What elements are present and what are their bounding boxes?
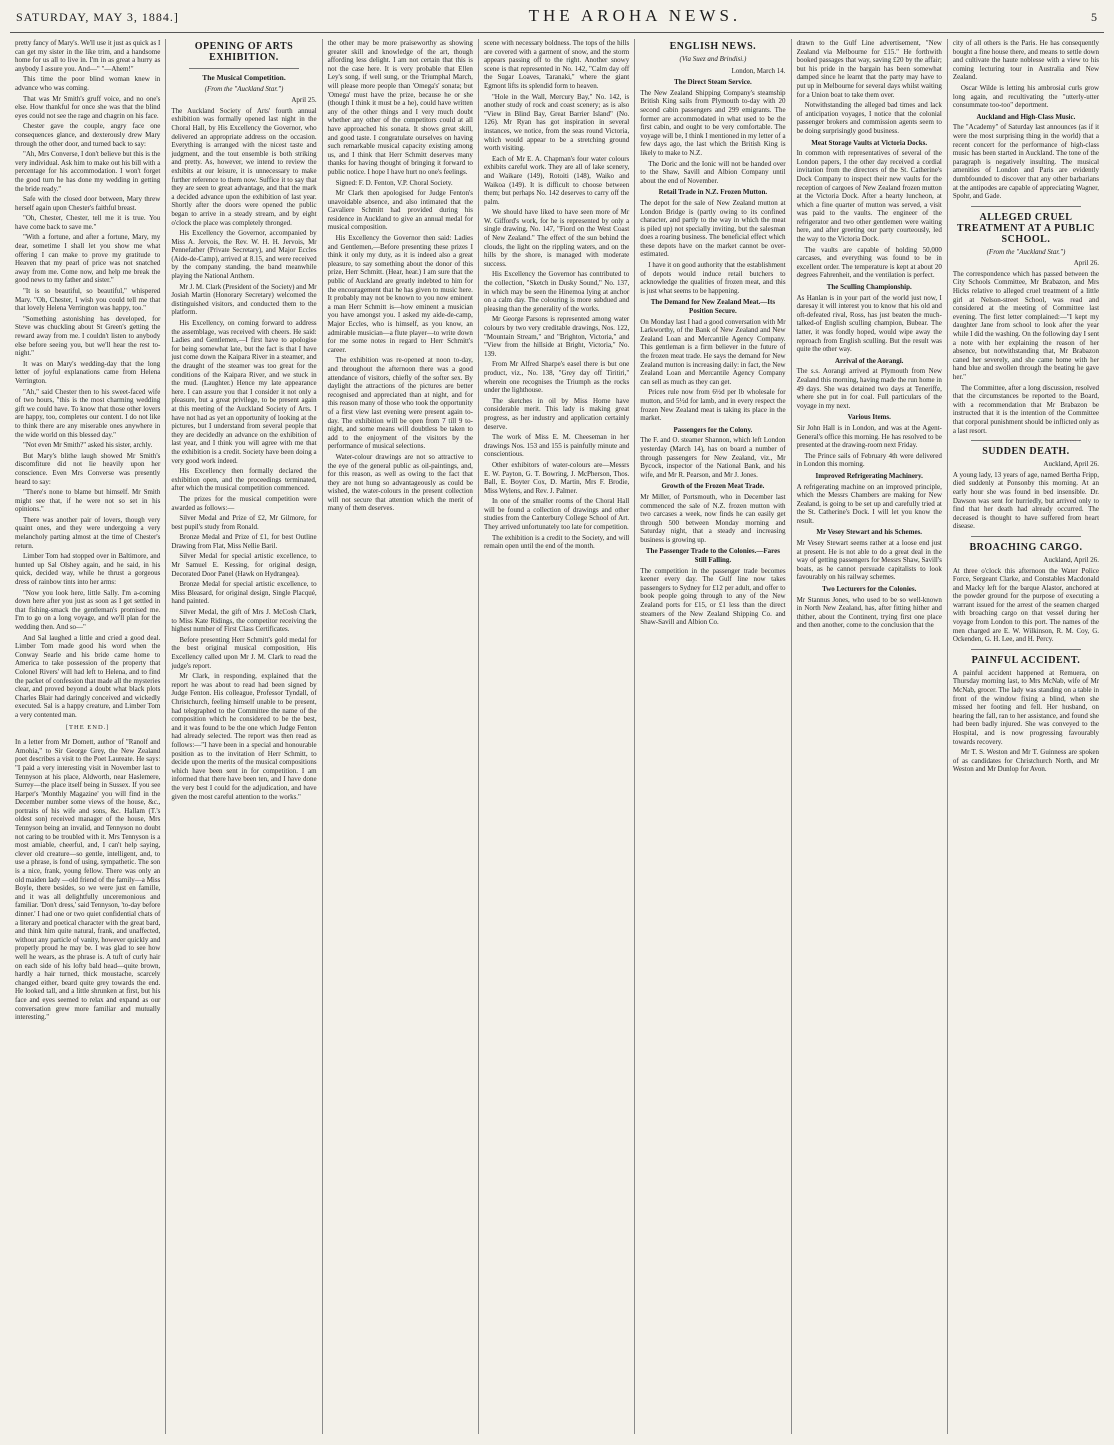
paragraph: Mr Stannus Jones, who used to be so well-known in North New Zealand, has, after fitting hither and thither, about the Continent, trying first one place and then another, come to the conclusion that the: [796, 595, 942, 630]
section-body: [797, 294, 942, 354]
paragraph: The Doric and the Ionic will not be handed over to the Shaw, Savill and Albion Company until about the end of November.: [640, 159, 786, 185]
paragraph: This time the poor blind woman knew in advance who was coming.: [15, 75, 161, 92]
paragraph: "Not even Mr Smith?" asked his sister, archly.: [23, 441, 153, 450]
section-body: [640, 493, 785, 545]
paragraph: The vaults are capable of holding 50,000 carcases, and everything was found to be in excellent order. The temperature is kept at about 20 degrees Fahrenheit, and the ventilation is perfect.: [796, 245, 942, 280]
article-date: Auckland, April 26.: [1043, 555, 1100, 564]
section-body: [953, 669, 1099, 774]
section-body: [953, 567, 1099, 644]
paragraph: Signed: F. D. Fenton, V.P. Choral Society.: [335, 178, 453, 187]
paragraph: A refrigerating machine on an improved principle, which the Messrs Chambers are making for New Zealand, is going to be set up and carefully tried at the St. Catherine's Dock. I will let you know the result.: [796, 482, 942, 525]
paragraph: His Excellency the Governor has contributed to the collection, "Sketch in Dusky Sound," No. 137, in which may be seen the Hinemoa lying at anchor on a calm day. The colouring is more subdued and pleasing than the generality of the works.: [483, 270, 630, 313]
paragraph: Mr T. S. Weston and Mr T. Guinness are spoken of as candidates for Christchurch North, and Mr Weston and Mr Dunlop for Avon.: [952, 748, 1100, 774]
paragraph: The "Academy" of Saturday last announces (as if it were the most surprising thing in the world) that a recent concert for the performance of high-class music has been started in Auckland. The tone of the paragraph is negatively insulting. The musical amenities of London and Paris are evidently dumbfounded to discover that any other barbarians at the antipodes are capable of appreciating Wagner, Spohr, and Gade.: [952, 123, 1100, 201]
sudden-death-headline: SUDDEN DEATH.: [982, 446, 1070, 458]
section-body: [797, 149, 942, 280]
article-date: April 25.: [291, 96, 317, 105]
paragraph: "Ah, Mrs Converse, I don't believe but this is the very individual. Ask him to make out his bill with a percentage for his accommodation. I won't forget the good turn he has done my wedding in getting the bride ready.": [15, 150, 161, 193]
paragraph: His Excellency the Governor, accompanied by Miss A. Jervois, the Rev. W. H. H. Jervois, Mr Pennefather (Private Secretary), and Major Eccles (Aide-de-Camp), arrived at 8.15, and were received by the company standing, the band meanwhile playing the National Anthem.: [171, 229, 317, 281]
paragraph: The s.s. Aorangi arrived at Plymouth from New Zealand this morning, having made the run home in 49 days. She was detained two days at Teneriffe, where she put in for coal. Full particulars of the voyage in my next.: [796, 367, 942, 410]
section-subhead: The Passenger Trade to the Colonies.—Fares Still Falling.: [645, 547, 780, 565]
section-subhead: The Direct Steam Service.: [674, 78, 752, 87]
paragraph: Oscar Wilde is letting his ambrosial curls grow long again, and recultivating the "utterly-utter consummate too-too" deportment.: [952, 83, 1100, 110]
paragraph: Other exhibitors of water-colours are—Messrs E. W. Payton, G. T. Bowring, J. McPherson, Thos. Ball, E. Boyter Cox, D. Martin, Mrs F. Brodie, Miss Wylens, and Rev. J. Palmer.: [483, 460, 630, 495]
paragraph: The sketches in oil by Miss Horne have considerable merit. This lady is making great progress, as her industry and application certainly deserve.: [483, 396, 630, 431]
cruel-treatment-headline: ALLEGED CRUEL TREATMENT AT A PUBLIC SCHOOL.: [957, 211, 1095, 245]
section-body: [797, 596, 942, 630]
paragraph: Silver Medal and Prize of £2, Mr Gilmore, for best pupil's study from Ronald.: [171, 514, 317, 531]
newspaper-title: THE AROHA NEWS.: [528, 6, 742, 25]
column-4: [479, 39, 635, 1434]
issue-date: SATURDAY, MAY 3, 1884.]: [16, 10, 179, 24]
section-subhead: Mr Vesey Stewart and his Schemes.: [816, 528, 923, 537]
section-body: [797, 367, 942, 410]
paragraph: The exhibition was re-opened at noon to-day, and throughout the afternoon there was a good attendance of visitors, chiefly of the softer sex. By daylight the attractions of the pictures are better recognised and appreciated than at night, and for this reason many of those who took the opportunity of a first view last evening were present again to-day. The exhibition will be open from 7 till 9 to-night, and some means will doubtless be taken to add to the enjoyment of the visitors by the performance of musical selections.: [327, 356, 473, 451]
paragraph: "Ah," said Chester then to his sweet-faced wife of two hours, "this is the most charming wedding gift we could have. To know that those other lovers are happy, too, completes our content. I do not like to think there are any miserable ones anywhere in the wide world on this blessed day.": [15, 387, 161, 439]
section-subhead: Two Lecturers for the Colonies.: [822, 585, 917, 594]
english-news-dateline: London, March 14.: [731, 66, 786, 75]
paragraph: His Excellency, on coming forward to address the assemblage, was received with cheers. He said: Ladies and Gentlemen,—I first have to apologise for being somewhat late, but the fact is that I have just come down the Kaipara River in a steamer, and the draught of the steamer was too great for the conditions of the Kaipara River, and we stuck in the mud. (Laughter.) Hence my late appearance here. I can assure you that I consider it not only a pleasure, but a great privilege, to be present again at this meeting of the Auckland Society of Arts. I have not had as yet an opportunity of looking at the pictures, but I understand from several people that they are decidedly an advance on the exhibition of last year, and I think you will agree with me that the exhibition is a credit. Society have been doing a very good work indeed.: [171, 319, 317, 465]
serial-story: [15, 39, 160, 720]
paragraph: It was on Mary's wedding-day that the long letter of joyful explanations came from Helena Verrington.: [15, 359, 161, 385]
paragraph: I have it on good authority that the establishment of depots would induce retail butchers to acknowledge the qualities of frozen meat, and this is just what seems to be happening.: [640, 261, 786, 295]
article-body: [484, 39, 629, 551]
paragraph: Prices rule now from 6½d per lb wholesale for mutton, and 5½d for lamb, and in every respect the frozen New Zealand meat is taking its place in the market.: [640, 388, 786, 423]
column-7: [948, 39, 1104, 1434]
section-body: [953, 471, 1099, 531]
paragraph: Limber Tom had stopped over in Baltimore, and hunted up Sal Olshey again, and he said, in his quick, decided way, while he thrust a gorgeous dress of rainbow tints into her arms:: [15, 552, 161, 587]
paragraph: Before presenting Herr Schmitt's gold medal for the best original musical composition, His Excellency called upon Mr J. M. Clark to read the judge's report.: [171, 635, 317, 670]
section-subhead: Growth of the Frozen Meat Trade.: [661, 482, 765, 491]
section-subhead: Arrival of the Aorangi.: [835, 356, 904, 365]
paragraph: "Something astonishing has developed, for Steve was chuckling about St Green's getting the reward away from me. I couldn't listen to anybody else before seeing you, but we'll hear the rest to-night.": [15, 314, 161, 358]
article-date: April 26.: [1073, 259, 1100, 268]
column-3: [323, 39, 479, 1434]
paragraph: The depot for the sale of New Zealand mutton at London Bridge is (partly owing to its confined character, and partly to the way in which the meat is piled up) not specially inviting, but the salesman does a roaring business. The beneficial effect which these depots have on the market cannot be over-estimated.: [640, 198, 786, 259]
column-6: [792, 39, 948, 1434]
paragraph: "With a fortune, and after a fortune, Mary, my dear, sometime I shall let you show me what offering I can make to prove my gratitude to Heaven that my pearl of price was not snatched away from me. Come now, and help me break the good news to my father and sister.": [15, 233, 161, 285]
paragraph: Silver Medal, the gift of Mrs J. McCosh Clark, to Miss Kate Ridings, the competitor receiving the highest number of First Class Certificates.: [171, 608, 317, 634]
section-subhead: Meat Storage Vaults at Victoria Docks.: [811, 138, 928, 147]
paragraph: Notwithstanding the alleged bad times and lack of anticipation voyages, I notice that the colonial passenger brokers and commission agents seem to be doing surprisingly good business.: [796, 101, 942, 135]
paragraph: In common with representatives of several of the London papers, I the other day received a cordial invitation from the directors of the St. Catherine's Dock Company to inspect their new vaults for the reception of cargoes of New Zealand frozen mutton at the Victoria Dock. After a hearty luncheon, at which a fine quarter of mutton was served, a visit was paid to the vaults. The engineer of the refrigerator and two other gentlemen were waiting here, and after greeting our party courteously, led the way to the Victoria Dock.: [796, 149, 942, 244]
section-body: [797, 483, 942, 526]
section-body: [797, 539, 942, 582]
paragraph: "It is so beautiful, so beautiful," whispered Mary. "Oh, Chester, I wish you could tell me that that lovely Helena Verrington was happy, too.": [15, 287, 161, 313]
end-mark: [THE END.]: [65, 723, 110, 731]
paragraph: Mr Miller, of Portsmouth, who in December last commenced the sale of N.Z. frozen mutton with two carcases a week, now finds he can easily get through 500 between Monday morning and Saturday night, that a steady and increasing business is growing up.: [640, 492, 786, 544]
paragraph: The F. and O. steamer Shannon, which left London yesterday (March 14), has on board a number of through passengers for New Zealand, viz., Mr Bycock, inspector of the National Bank, and his wife, and Mr R. Pearson, and Mr J. Jones.: [640, 436, 786, 479]
paragraph: The Committee, after a long discussion, resolved that the circumstances be reported to the Board, with a recommendation that Mr Brabazon be instructed that it is the intention of the Committee that corporal punishment should be inflicted only as a last resort.: [952, 383, 1100, 435]
section-body: [640, 318, 785, 423]
paragraph: The exhibition is a credit to the Society, and will remain open until the end of the month.: [483, 533, 630, 551]
paragraph: Bronze Medal for special artistic excellence, to Miss Bleasard, for original design, Single Placqué, hand painted.: [171, 580, 317, 606]
article-body: [171, 107, 316, 801]
columns: [10, 39, 1104, 1434]
paragraph: A young lady, 13 years of age, named Bertha Fripp, died suddenly at Ponsonby this morning. At an early hour she was found in bed insensible. Dr. Dawson was sent for hurriedly, but arrived only to find that her death had already occurred. The deceased is thought to have suffered from heart disease.: [952, 470, 1100, 531]
paragraph: Water-colour drawings are not so attractive to the eye of the general public as oil-paintings, and, for this reason, as well as owing to the fact that they are not hung so advantageously as could be wished, the water-colours in the present collection will not secure that attention which the merit of many of them deserves.: [327, 452, 473, 513]
paragraph: "Hole in the Wall, Mercury Bay," No. 142, is another study of rock and coast scenery; as is also "View in Blind Bay, Great Barrier Island" (No. 126). Mr Ryan has got inspiration in several instances, we notice, from the seas round Victoria, which would appear to be a stretching ground worth visiting.: [483, 92, 630, 153]
section-body: [640, 436, 785, 479]
section-body: [640, 199, 785, 296]
paragraph: The prizes for the musical competition were awarded as follows:—: [171, 494, 317, 512]
paragraph: We should have liked to have seen more of Mr W. Gifford's work, for he is represented by only a single drawing, No. 147, "Fiord on the West Coast of New Zealand." The effect of the sun behind the clouds, the light on the rippling waters, and on the hills by the shore, is managed with moderate success.: [483, 208, 630, 268]
paragraph: The competition in the passenger trade becomes keener every day. The Gulf line now takes passengers to Sydney for £12 per adult, and offer to book people going through to any of the New Zealand ports for £15, or £1 less than the direct steamers of the New Zealand Shipping Co. and Shaw-Savill and Albion Co.: [640, 566, 786, 627]
paragraph: Mr Clark, in responding, explained that the report he was about to read had been signed by Judge Fenton. His colleague, Professor Tyndall, of Christchurch, feeling himself unable to be present, had telegraphed to the Committee the name of the composition which he considered to be the best, and it was found to be the one which Judge Fenton had already selected. The report was then read as follows:—"I have been in a special and honourable position as to the invitation of Herr Schmitt, to decide upon the merits of the musical compositions which have been sent in for competition. I am informed that there have been ten, and I have done the very best I could for the adjudication, and have given the most careful attention to the works.": [171, 672, 317, 801]
paragraph: Mr J. M. Clark (President of the Society) and Mr Josiah Martin (Honorary Secretary) welcomed the distinguished visitors, and conducted them to the platform.: [171, 282, 317, 317]
article-body: [797, 39, 942, 136]
paragraph: His Excellency then formally declared the exhibition open, and the proceedings terminated, after which the musical competition commenced.: [171, 467, 317, 493]
tennyson-letter: [15, 738, 160, 1022]
column-5: [635, 39, 791, 1434]
column-2: [166, 39, 322, 1434]
divider: [189, 68, 298, 69]
paragraph: drawn to the Gulf Line advertisement, "New Zealand via Melbourne for £15." He forthwith booked passages that way, saving £20 by the affair; but his pride in the bargain has been somewhat damped since he learnt that the party may have to put up in Melbourne for several days whilst waiting for a Union boat to take them over.: [796, 39, 942, 99]
page-number: 5: [1091, 10, 1098, 24]
section-body: [953, 270, 1099, 435]
paragraph: Silver Medal for special artistic excellence, to Mr Samuel E. Kessing, for original design, Decorated Door Panel (Hawk on Hydrangea).: [171, 552, 317, 578]
article-subhead: The Musical Competition.: [202, 73, 286, 82]
paragraph: That was Mr Smith's gruff voice, and no one's else. How thankful for once she was that the blind eyes could not see the rage and chagrin on his face.: [15, 94, 161, 120]
paragraph: In a letter from Mr Domett, author of "Ranolf and Amohia," to Sir George Grey, the New Zealand poet describes a visit to the Poet Laureate. He says: "I paid a very interesting visit in November last to Tennyson at his place, Aldworth, near Haslemere, Surrey—the place itself being in Sussex. If you see Harper's 'Monthly Magazine' you will find in the December number some views of the house, &c., portraits of his wife and sons, &c. Hallam (T.'s oldest son) received manager of the house, Mrs Tennyson being an invalid, and Tennyson no doubt not caring to be troubled with it. Mrs Tennyson is a most amiable, cheerful, and, I can't help saying, clever old creature—so gentle, intelligent, and, to use a phrase, is fond of using, sympathetic. The son is a nice, frank, young fellow. There was only an old maiden lady —old friend of the family—a Miss Boyle, there besides, so we were just en famille, and it was all delightfully unceremonious and familiar. 'Don't dress,' said Tennyson, 'to-day before dinner.' I had one or two quiet confidential chats of a literary and poetical character with the great bard, and think him quite natural, frank, and unaffected, without any particle of vanity, however quickly and properly proud he may be. I was glad to see how well he wears, as the phrase is. A tuft of curly hair on each side of his lofty bald head—quite brown, hardly a hair turned, thick moustache, scarcely changed either, beard quite grey towards the end. He looked tall, and a little shrunken at first, but his face and eyes seemed to relax and expand as our conversation grew more familiar and mutually interesting.": [15, 738, 161, 1022]
article-source: (From the "Auckland Star."): [204, 84, 284, 93]
section-subhead: Auckland and High-Class Music.: [976, 112, 1076, 121]
paragraph: The Auckland Society of Arts' fourth annual exhibition was formally opened last night in the Choral Hall, by His Excellency the Governor, who delivered an appropriate address on the occasion. Everything is arranged with the nicest taste and judgment, and the tout ensemble is both striking and pretty. As, however, we intend to review the exhibits at our leisure, it is unnecessary to make further reference to them now. Suffice it to say that they are seen to great advantage, and that the mark a decided advance upon the exhibition of last year. Shortly after the doors were opened the public began to arrive in a steady stream, and by eight o'clock the place was completely thronged.: [171, 106, 317, 227]
paragraph: There was another pair of lovers, though very quaint ones, and they were undergoing a very melancholy parting almost at the time of Chester's return.: [15, 515, 161, 550]
section-subhead: Improved Refrigerating Machinery.: [815, 471, 923, 480]
divider: [971, 206, 1081, 207]
article-headline: OPENING OF ARTS EXHIBITION.: [194, 41, 294, 63]
divider: [971, 536, 1081, 537]
english-news-headline: ENGLISH NEWS.: [669, 41, 757, 52]
broaching-cargo-headline: BROACHING CARGO.: [969, 541, 1083, 553]
paragraph: scene with necessary boldness. The tops of the hills are covered with a garment of snow, and the storm appears passing off to the right. Another snowy scene is that represented in No. 142, "Calm day off the Sugar Loaves, Taranaki," where the giant Egmont lifts its splendid form to heaven.: [483, 39, 630, 90]
section-body: [953, 123, 1099, 200]
paragraph: "There's none to blame but himself. Mr Smith might see that, if he were not so set in his opinions.": [15, 488, 161, 514]
paragraph: His Excellency the Governor then said: Ladies and Gentlemen,—Before presenting these prizes I think it only my duty, as it is indeed also a great pleasure, to say something about the donor of this prize, Herr Schmitt. (Hear, hear.) I am sure that the public of Auckland are greatly indebted to him for the encouragement that he has given to music here. It probably may not be known to you now eminent a man Herr Schmitt is—how eminent a musician you have amongst you. I asked my aide-de-camp, Major Eccles, who is himself, as you know, an admirable musician—a flute player—to write down for me some notes in regard to Herr Schmitt's career.: [327, 234, 473, 354]
paragraph: As Hanlan is in your part of the world just now, I daresay it will interest you to know that his old and oft-defeated rival, Ross, has just beaten the much-talked-of English sculling champion, Bubear. The latter, it was fondly hoped, would wipe away the reproach from English sculling. But the result was quite the other way.: [796, 293, 942, 354]
paragraph: Mr George Parsons is represented among water colours by two very creditable drawings, Nos. 122, "Mountain Stream," and "Brighton, Victoria," and "View from the hillside at Bright, Victoria," No. 139.: [483, 315, 630, 358]
paragraph: From Mr Alfred Sharpe's easel there is but one product, viz., No. 138, "Grey day off Tiritiri," wherein one recognises the Triumph as the rocks under the lighthouse.: [483, 360, 630, 395]
paragraph: Safe with the closed door between, Mary threw herself again upon Chester's faithful breast.: [15, 195, 161, 212]
paragraph: But Mary's blithe laugh showed Mr Smith's discomfiture did not lie heavily upon her conscience. Even Mrs Converse was presently heard to say:: [15, 451, 161, 486]
paragraph: city of all others is the Paris. He has consequently bought a fine house there, and means to settle down and cultivate the haute noblesse with a view to his coming lecturing tour in Australia and New Zealand.: [952, 39, 1100, 82]
article-body: [328, 39, 473, 513]
paragraph: Mr Clark then apologised for Judge Fenton's unavoidable absence, and also intimated that the Cavaliere Schmitt had provided during his residence in Auckland to give an annual medal for musical composition.: [327, 189, 473, 232]
paragraph: In one of the smaller rooms of the Choral Hall will be found a collection of drawings and other studies from the Canterbury College School of Art. They arrived unfortunately too late for competition.: [483, 497, 630, 532]
column-1: [10, 39, 166, 1434]
section-subhead: Passengers for the Colony.: [673, 425, 753, 434]
section-body: [640, 567, 785, 627]
paragraph: pretty fancy of Mary's. We'll use it just as quick as I can get my sister in the like trim, and a handsome home for us all to live in. I'm in as great a hurry as anybody I assure you. And—" "—Ahem!": [15, 39, 161, 73]
paragraph: And Sal laughed a little and cried a good deal. Limber Tom made good his word when the Conway Searle and his bride came home to America to take possession of the property that Colonel Rivers' will had left to Helena, and to find the packet of confession that made all the mysteries clear, and proved beyond a doubt what black plots Charles Blair had daringly conceived and wickedly executed. Sal is a happy creature, and Limber Tom a very contented man.: [15, 633, 161, 719]
paragraph: The Prince sails of February 4th were delivered in London this morning.: [796, 451, 942, 469]
article-body: [953, 39, 1099, 110]
paragraph: Mr Vesey Stewart seems rather at a loose end just at present. He is not able to do a great deal in the way of getting passengers for Messrs Shaw, Savill's boats, as he cannot persuade capitalists to look favourably on his railway schemes.: [796, 539, 942, 582]
english-news-via: (Via Suez and Brindisi.): [679, 55, 747, 63]
article-date: Auckland, April 26.: [1043, 460, 1100, 469]
paragraph: Sir John Hall is in London, and was at the Agent-General's office this morning. He has resolved to be presented at the drawing-room next Friday.: [796, 423, 942, 450]
section-subhead: Various Items.: [847, 413, 891, 422]
paragraph: A painful accident happened at Remuera, on Thursday morning last, to Mrs McNab, wife of Mr McNab, grocer. The lady was standing on a table in front of the window fixing a blind, when she missed her footing and fell. Her husband, on hearing the fall, ran to her assistance, and found she had been badly injured. She was conveyed to the Hospital, and is now progressing favourably towards recovery.: [952, 668, 1100, 746]
paragraph: Chester gave the couple, angry face one consequences glance, and dexterously drew Mary through the other door, and turned back to say:: [15, 122, 161, 148]
paragraph: Each of Mr E. A. Chapman's four water colours exhibits careful work. They are all of lake scenery, and Waikare (149), Rotoiti (148), Waiko and Waikoa (149). It is difficult to choose between them; but perhaps No. 142 deserves to carry off the palm.: [483, 154, 630, 206]
section-subhead: The Demand for New Zealand Meat.—Its Position Secure.: [650, 298, 776, 316]
painful-accident-headline: PAINFUL ACCIDENT.: [971, 654, 1081, 666]
masthead: [10, 6, 1104, 33]
article-source: (From the "Auckland Star."): [986, 247, 1066, 256]
section-body: [640, 89, 785, 186]
section-subhead: Retail Trade in N.Z. Frozen Mutton.: [658, 188, 768, 197]
paragraph: The New Zealand Shipping Company's steamship British King sails from Plymouth to-day with 20 second cabin passengers and 299 emigrants. The former are accommodated in what used to be the first cabin, and ought to be very comfortable. The voyage will be, I think I mentioned in my letter of a few days ago, the last which the British King is likely to make to N.Z.: [640, 88, 786, 157]
divider: [971, 440, 1081, 441]
divider: [971, 649, 1081, 650]
paragraph: "Now you look here, little Sally. I'm a-coming down here after you just as soon as I get settled in that fishing-smack the gentleman's promised me. I'm to go on a long voyage, and we'll plan for the wedding then. And so—": [15, 588, 161, 631]
section-subhead: The Sculling Championship.: [826, 283, 912, 292]
paragraph: Bronze Medal and Prize of £1, for best Outline Drawing from Flat, Miss Nellie Baril.: [171, 533, 317, 550]
paragraph: the other may be more praiseworthy as showing greater skill and knowledge of the art, though affording less delight. I am not certain that this is not the case here. It is very probable that Ellen Ley's song, if well sung, or the Triumphal March, will please more people than 'Omega's' sonata; but 'Omega' must have the prize, because he or she (though I think it must be a he), could have written any of the other things and I very much doubt whether any other of the competitors could at all have approached his sonata. It shows great skill, and good taste. I congratulate ourselves on having such remarkable musical capacity existing among us, and I think that Herr Schmitt deserves many thanks for having thought of bringing it forward to public notice. I hope I have hurt no one's feelings.: [327, 39, 473, 176]
section-body: [797, 424, 942, 469]
paragraph: The correspondence which has passed between the City Schools Committee, Mr Brabazon, and Mrs Hicks relative to alleged cruel treatment of a little girl at Nelson-street School, was read and considered at the meeting of Committee last evening. The first letter complained:—"I kept my daughter Jane from school to look after the year while I did the washing. On the following day I sent a note with her explaining the reason of her absence, but notwithstanding that, Mr Brabazon caned her severely, and she came home with her hand blue and swollen through the beating he gave her.": [952, 269, 1100, 381]
paragraph: On Monday last I had a good conversation with Mr Larkworthy, of the Bank of New Zealand and New Zealand Loan and Mercantile Agency Company. This gentleman is a firm believer in the future of the frozen meat trade. He says the demand for New Zealand mutton is increasing daily: in fact, the New Zealand Loan and Mercantile Agency Company can sell as much as they can get.: [640, 317, 786, 386]
paragraph: The work of Miss E. M. Cheeseman in her drawings Nos. 153 and 155 is painfully minute and conscientious.: [483, 433, 630, 459]
paragraph: At three o'clock this afternoon the Water Police Force, Sergeant Clarke, and Constables Macdonald and Macky left for the barque Alastor, anchored at the powder ground for the purpose of executing a warrant issued for the arrest of the seamen charged with broaching cargo on that vessel during her voyage from London to this port. The names of the men charged are E. W. Wilkinson, R. M. Coy, G. Ockenden, G. H. Lee, and H. Percy.: [952, 566, 1100, 644]
paragraph: "Oh, Chester, Chester, tell me it is true. You have come back to save me.": [15, 214, 161, 231]
